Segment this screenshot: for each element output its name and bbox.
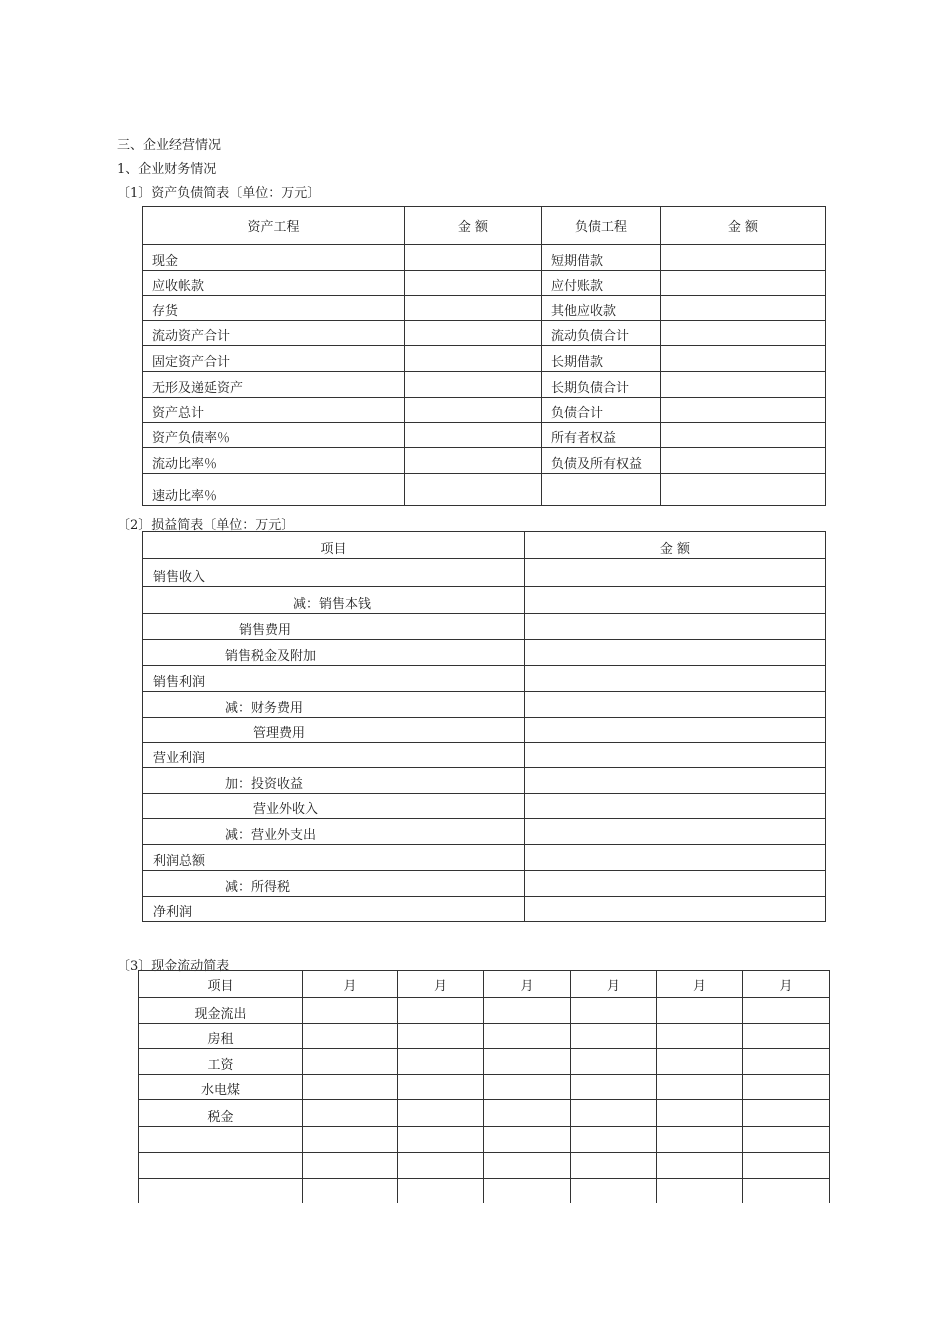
item-label: 水电煤 (139, 1075, 303, 1100)
table-row (143, 587, 826, 614)
liability-item: 负债合计 (542, 398, 661, 423)
month-cell (571, 1075, 657, 1100)
liability-amount (661, 474, 826, 506)
table-header-row (143, 532, 826, 559)
asset-item: 流动资产合计 (143, 321, 405, 346)
liability-amount (661, 423, 826, 448)
table-row (143, 845, 826, 871)
month-cell (571, 1153, 657, 1179)
item-label: 房租 (139, 1024, 303, 1049)
item-label: 净利润 (143, 897, 525, 922)
month-cell (398, 1075, 484, 1100)
table-header-row (143, 207, 826, 245)
month-cell (571, 1024, 657, 1049)
cash-flow-table (138, 970, 830, 1203)
asset-amount (405, 474, 542, 506)
asset-item: 速动比率％ (143, 474, 405, 506)
asset-amount (405, 423, 542, 448)
month-cell (743, 1075, 830, 1100)
amount-cell (525, 794, 826, 819)
asset-amount (405, 398, 542, 423)
month-cell (398, 1179, 484, 1203)
item-label: 减：所得税 (143, 871, 525, 897)
table-row (143, 692, 826, 718)
amount-cell (525, 871, 826, 897)
table-row (143, 474, 826, 506)
amount-cell (525, 587, 826, 614)
table-row (139, 1024, 830, 1049)
month-cell (398, 1100, 484, 1127)
table-row (139, 1179, 830, 1203)
month-cell (743, 1024, 830, 1049)
amount-cell (525, 819, 826, 845)
asset-item: 无形及递延资产 (143, 372, 405, 398)
item-label: 销售利润 (143, 666, 525, 692)
month-cell (303, 1075, 398, 1100)
header-month: 月 (303, 971, 398, 998)
table-row (143, 372, 826, 398)
month-cell (657, 1179, 743, 1203)
asset-amount (405, 296, 542, 321)
asset-item: 资产负债率％ (143, 423, 405, 448)
amount-cell (525, 897, 826, 922)
balance-sheet-table (142, 206, 826, 506)
month-cell (484, 998, 571, 1024)
table-row (139, 1153, 830, 1179)
liability-amount (661, 271, 826, 296)
item-label: 营业外收入 (143, 794, 525, 819)
liability-item: 长期借款 (542, 346, 661, 372)
header-amount: 金 额 (525, 532, 826, 559)
liability-item: 所有者权益 (542, 423, 661, 448)
asset-item: 固定资产合计 (143, 346, 405, 372)
month-cell (743, 998, 830, 1024)
header-asset-amount: 金 额 (405, 207, 542, 245)
amount-cell (525, 743, 826, 768)
header-month: 月 (657, 971, 743, 998)
asset-amount (405, 372, 542, 398)
header-month: 月 (484, 971, 571, 998)
item-label: 现金流出 (139, 998, 303, 1024)
item-label: 工资 (139, 1049, 303, 1075)
month-cell (398, 998, 484, 1024)
month-cell (303, 998, 398, 1024)
month-cell (484, 1024, 571, 1049)
item-label (139, 1127, 303, 1153)
month-cell (303, 1100, 398, 1127)
table-row (143, 718, 826, 743)
table-row (143, 398, 826, 423)
income-statement-table (142, 531, 826, 922)
table-row (143, 559, 826, 587)
table-row (143, 819, 826, 845)
table-row (143, 871, 826, 897)
table-row (143, 346, 826, 372)
table-row (139, 1049, 830, 1075)
item-label: 营业利润 (143, 743, 525, 768)
table-row (143, 271, 826, 296)
table-row (139, 1075, 830, 1100)
month-cell (303, 1153, 398, 1179)
table-row (143, 321, 826, 346)
month-cell (743, 1049, 830, 1075)
month-cell (484, 1179, 571, 1203)
liability-item (542, 474, 661, 506)
table-row (143, 448, 826, 474)
month-cell (657, 1100, 743, 1127)
item-label: 减：财务费用 (143, 692, 525, 718)
item-label (139, 1179, 303, 1203)
table-row (139, 1127, 830, 1153)
month-cell (484, 1049, 571, 1075)
month-cell (657, 1127, 743, 1153)
asset-amount (405, 271, 542, 296)
table-row (143, 614, 826, 640)
liability-item: 长期负债合计 (542, 372, 661, 398)
asset-item: 应收帐款 (143, 271, 405, 296)
month-cell (484, 1127, 571, 1153)
month-cell (743, 1153, 830, 1179)
header-item: 项目 (143, 532, 525, 559)
header-liability-amount: 金 额 (661, 207, 826, 245)
liability-amount (661, 245, 826, 271)
month-cell (657, 998, 743, 1024)
month-cell (398, 1024, 484, 1049)
month-cell (398, 1153, 484, 1179)
table-row (143, 666, 826, 692)
liability-amount (661, 346, 826, 372)
header-month: 月 (743, 971, 830, 998)
asset-item: 流动比率％ (143, 448, 405, 474)
month-cell (571, 998, 657, 1024)
amount-cell (525, 768, 826, 794)
amount-cell (525, 845, 826, 871)
table-row (143, 245, 826, 271)
month-cell (484, 1100, 571, 1127)
month-cell (743, 1127, 830, 1153)
item-label: 利润总额 (143, 845, 525, 871)
table-row (143, 296, 826, 321)
header-asset-item: 资产工程 (143, 207, 405, 245)
income-statement-caption: 〔2〕损益简表〔单位：万元〕 (117, 518, 295, 533)
asset-item: 资产总计 (143, 398, 405, 423)
table-row (143, 794, 826, 819)
item-label: 销售收入 (143, 559, 525, 587)
item-label: 加：投资收益 (143, 768, 525, 794)
item-label: 减：营业外支出 (143, 819, 525, 845)
month-cell (398, 1049, 484, 1075)
table-row (139, 1100, 830, 1127)
month-cell (657, 1075, 743, 1100)
amount-cell (525, 692, 826, 718)
asset-amount (405, 245, 542, 271)
table-row (143, 768, 826, 794)
month-cell (398, 1127, 484, 1153)
header-liability-item: 负债工程 (542, 207, 661, 245)
table-row (143, 640, 826, 666)
month-cell (571, 1179, 657, 1203)
month-cell (571, 1100, 657, 1127)
month-cell (743, 1179, 830, 1203)
item-label: 销售税金及附加 (143, 640, 525, 666)
month-cell (303, 1127, 398, 1153)
liability-item: 其他应收款 (542, 296, 661, 321)
month-cell (303, 1049, 398, 1075)
table-row (143, 423, 826, 448)
month-cell (571, 1127, 657, 1153)
cash-flow-caption: 〔3〕现金流动简表 (117, 959, 230, 974)
liability-item: 负债及所有权益 (542, 448, 661, 474)
amount-cell (525, 718, 826, 743)
month-cell (484, 1153, 571, 1179)
month-cell (657, 1153, 743, 1179)
table-row (143, 743, 826, 768)
table-header-row (139, 971, 830, 998)
asset-item: 现金 (143, 245, 405, 271)
liability-item: 应付账款 (542, 271, 661, 296)
month-cell (743, 1100, 830, 1127)
month-cell (657, 1024, 743, 1049)
item-label: 销售费用 (143, 614, 525, 640)
month-cell (571, 1049, 657, 1075)
amount-cell (525, 666, 826, 692)
item-label: 减：销售本钱 (143, 587, 525, 614)
item-label: 管理费用 (143, 718, 525, 743)
amount-cell (525, 559, 826, 587)
liability-item: 短期借款 (542, 245, 661, 271)
amount-cell (525, 614, 826, 640)
month-cell (657, 1049, 743, 1075)
month-cell (303, 1179, 398, 1203)
balance-sheet-caption: 〔1〕资产负债简表〔单位：万元〕 (117, 186, 321, 201)
liability-item: 流动负债合计 (542, 321, 661, 346)
table-row (143, 897, 826, 922)
asset-item: 存货 (143, 296, 405, 321)
asset-amount (405, 346, 542, 372)
month-cell (303, 1024, 398, 1049)
header-item: 项目 (139, 971, 303, 998)
liability-amount (661, 398, 826, 423)
item-label (139, 1153, 303, 1179)
liability-amount (661, 321, 826, 346)
header-month: 月 (571, 971, 657, 998)
section-heading: 三、企业经营情况 (117, 138, 222, 153)
liability-amount (661, 372, 826, 398)
amount-cell (525, 640, 826, 666)
liability-amount (661, 296, 826, 321)
liability-amount (661, 448, 826, 474)
item-label: 税金 (139, 1100, 303, 1127)
subsection-heading: 1、企业财务情况 (117, 162, 217, 177)
table-row (139, 998, 830, 1024)
header-month: 月 (398, 971, 484, 998)
month-cell (484, 1075, 571, 1100)
asset-amount (405, 448, 542, 474)
asset-amount (405, 321, 542, 346)
